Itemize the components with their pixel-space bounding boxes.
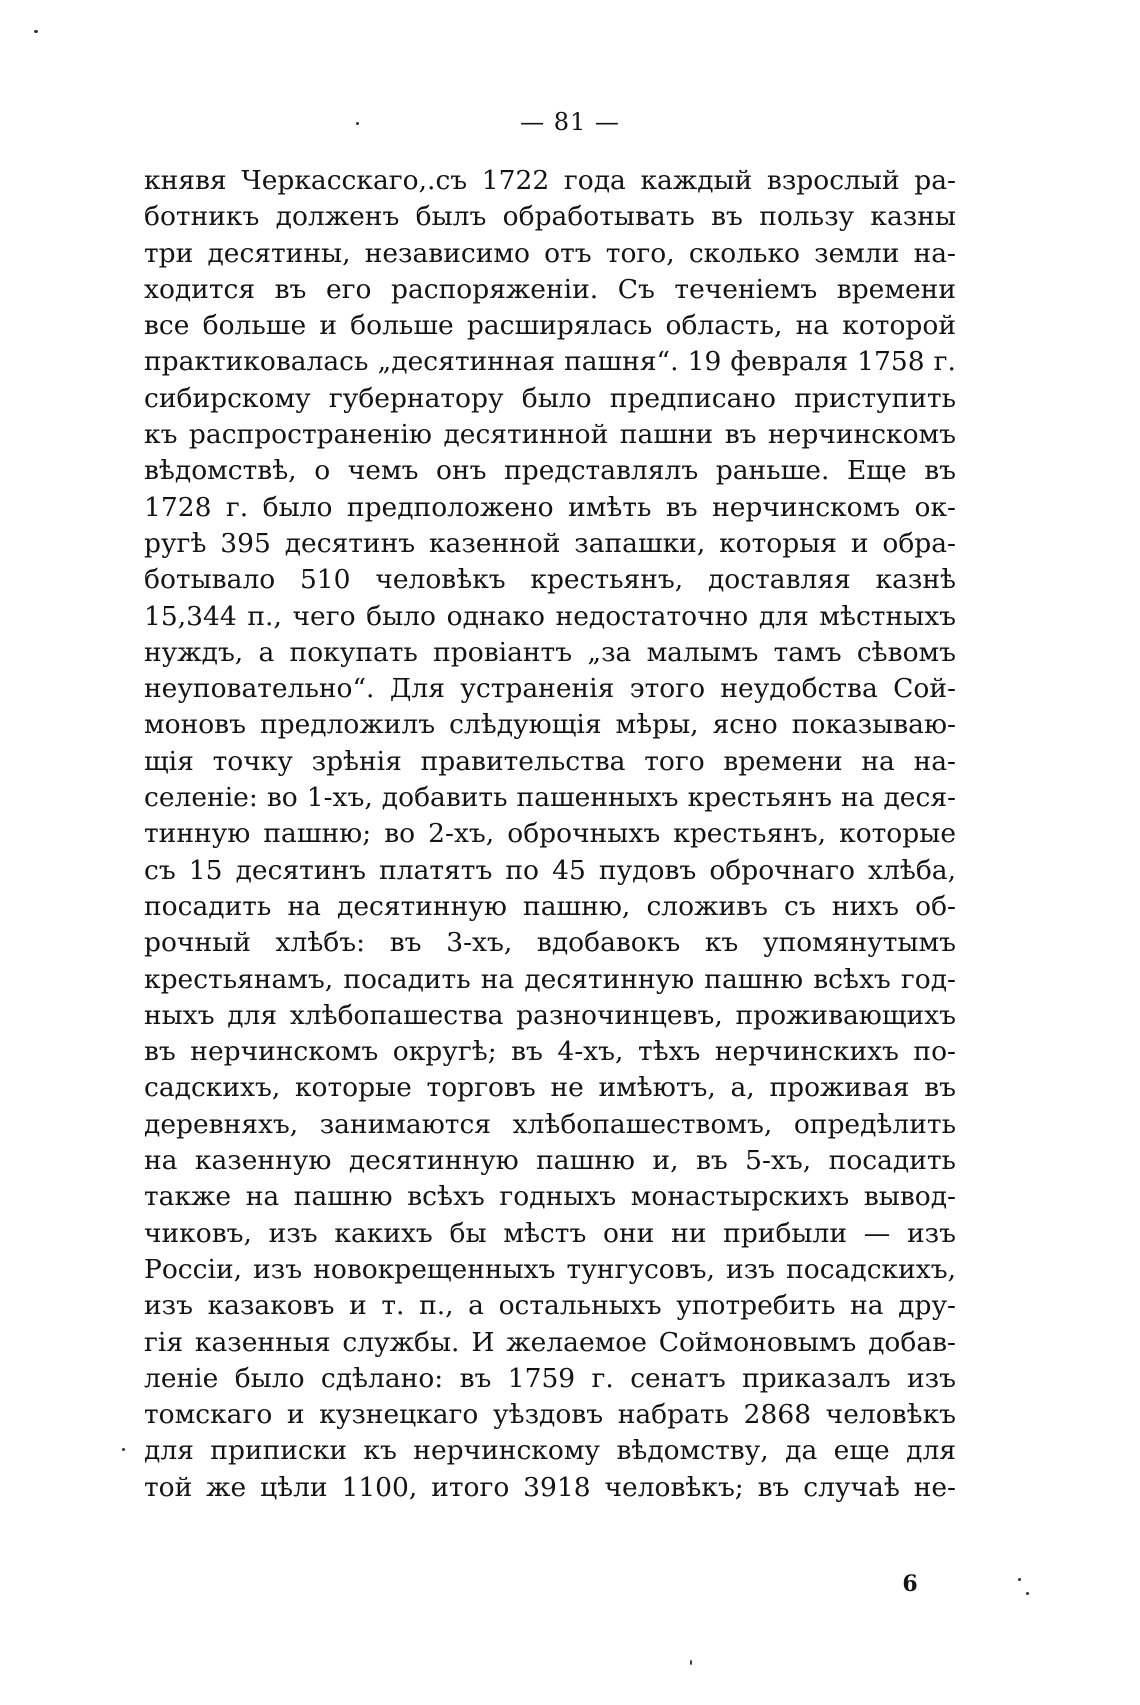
text-line: неуповательно“. Для устраненія этого неудобства Сой- bbox=[144, 673, 956, 705]
text-line: все больше и больше расширялась область, на которой bbox=[144, 310, 956, 342]
text-line: ботникъ долженъ былъ обработывать въ пользу казны bbox=[144, 201, 956, 233]
text-line: крестьянамъ, посадить на десятинную пашню всѣхъ год- bbox=[144, 963, 956, 995]
body-text bbox=[144, 163, 956, 1506]
text-line: той же цѣли 1100, итого 3918 человѣкъ; въ случаѣ не- bbox=[144, 1471, 956, 1503]
text-line: ходится въ его распоряженіи. Съ теченіемъ времени bbox=[144, 273, 956, 305]
scan-speck bbox=[356, 122, 359, 125]
text-line: три десятины, независимо отъ того, сколько земли на- bbox=[144, 237, 956, 269]
text-line: ботывало 510 человѣкъ крестьянъ, доставляя казнѣ bbox=[144, 564, 956, 596]
text-line: посадить на десятинную пашню, сложивъ съ нихъ об- bbox=[144, 890, 956, 922]
text-line: рочный хлѣбъ: въ 3-хъ, вдобавокъ къ упомянутымъ bbox=[144, 927, 956, 959]
text-line: ругѣ 395 десятинъ казенной запашки, которыя и обра- bbox=[144, 527, 956, 559]
text-line: для приписки къ нерчинскому вѣдомству, да еще для bbox=[144, 1435, 956, 1467]
text-line: сибирскому губернатору было предписано приступить bbox=[144, 382, 956, 414]
text-line: изъ казаковъ и т. п., а остальныхъ употребить на дру- bbox=[144, 1290, 956, 1322]
text-line: княвя Черкасскаго,.съ 1722 года каждый взрослый ра- bbox=[144, 165, 956, 196]
text-line: 1728 г. было предположено имѣть въ нерчинскомъ ок- bbox=[144, 491, 956, 523]
text-line: практиковалась „десятинная пашня“. 19 февраля 1758 г. bbox=[144, 346, 956, 378]
text-line: 15,344 п., чего было однако недостаточно для мѣстныхъ bbox=[144, 600, 956, 632]
scan-speck bbox=[1026, 1592, 1029, 1595]
text-line: гія казенныя службы. И желаемое Соймоновымъ добав- bbox=[144, 1326, 956, 1358]
text-line: деревняхъ, занимаются хлѣбопашествомъ, опредѣлить bbox=[144, 1108, 956, 1140]
text-line: моновъ предложилъ слѣдующія мѣры, ясно показываю- bbox=[144, 709, 956, 741]
text-line: щія точку зрѣнія правительства того времени на на- bbox=[144, 745, 956, 777]
text-line: нуждъ, а покупать провіантъ „за малымъ тамъ сѣвомъ bbox=[144, 636, 956, 668]
text-line: также на пашню всѣхъ годныхъ монастырскихъ вывод- bbox=[144, 1181, 956, 1213]
text-line: тинную пашню; во 2-хъ, оброчныхъ крестьянъ, которые bbox=[144, 818, 956, 850]
scan-speck bbox=[34, 30, 38, 33]
text-line: къ распространенію десятинной пашни въ нерчинскомъ bbox=[144, 419, 956, 451]
text-line: садскихъ, которые торговъ не имѣютъ, а, проживая въ bbox=[144, 1072, 956, 1104]
scan-speck bbox=[690, 1660, 692, 1665]
text-line: вѣдомствѣ, о чемъ онъ представлялъ раньше. Еще въ bbox=[144, 455, 956, 487]
signature-mark: 6 bbox=[902, 1571, 918, 1597]
text-line: томскаго и кузнецкаго уѣздовъ набрать 2868 человѣкъ bbox=[144, 1399, 956, 1431]
text-line: селеніе: во 1-хъ, добавить пашенныхъ крестьянъ на деся- bbox=[144, 782, 956, 814]
text-line: въ нерчинскомъ округѣ; въ 4-хъ, тѣхъ нерчинскихъ по- bbox=[144, 1036, 956, 1068]
text-line: леніе было сдѣлано: въ 1759 г. сенатъ приказалъ изъ bbox=[144, 1362, 956, 1394]
text-line: чиковъ, изъ какихъ бы мѣстъ они ни прибыли — изъ bbox=[144, 1217, 956, 1249]
text-line: съ 15 десятинъ платятъ по 45 пудовъ оброчнаго хлѣба, bbox=[144, 854, 956, 886]
text-line: на казенную десятинную пашню и, въ 5-хъ, посадить bbox=[144, 1145, 956, 1177]
page-number: — 81 — bbox=[520, 108, 620, 136]
text-line: ныхъ для хлѣбопашества разночинцевъ, проживающихъ bbox=[144, 999, 956, 1031]
text-line: Россіи, изъ новокрещенныхъ тунгусовъ, изъ посадскихъ, bbox=[144, 1253, 956, 1285]
scan-speck bbox=[1018, 1578, 1021, 1581]
scan-speck bbox=[122, 1448, 125, 1451]
